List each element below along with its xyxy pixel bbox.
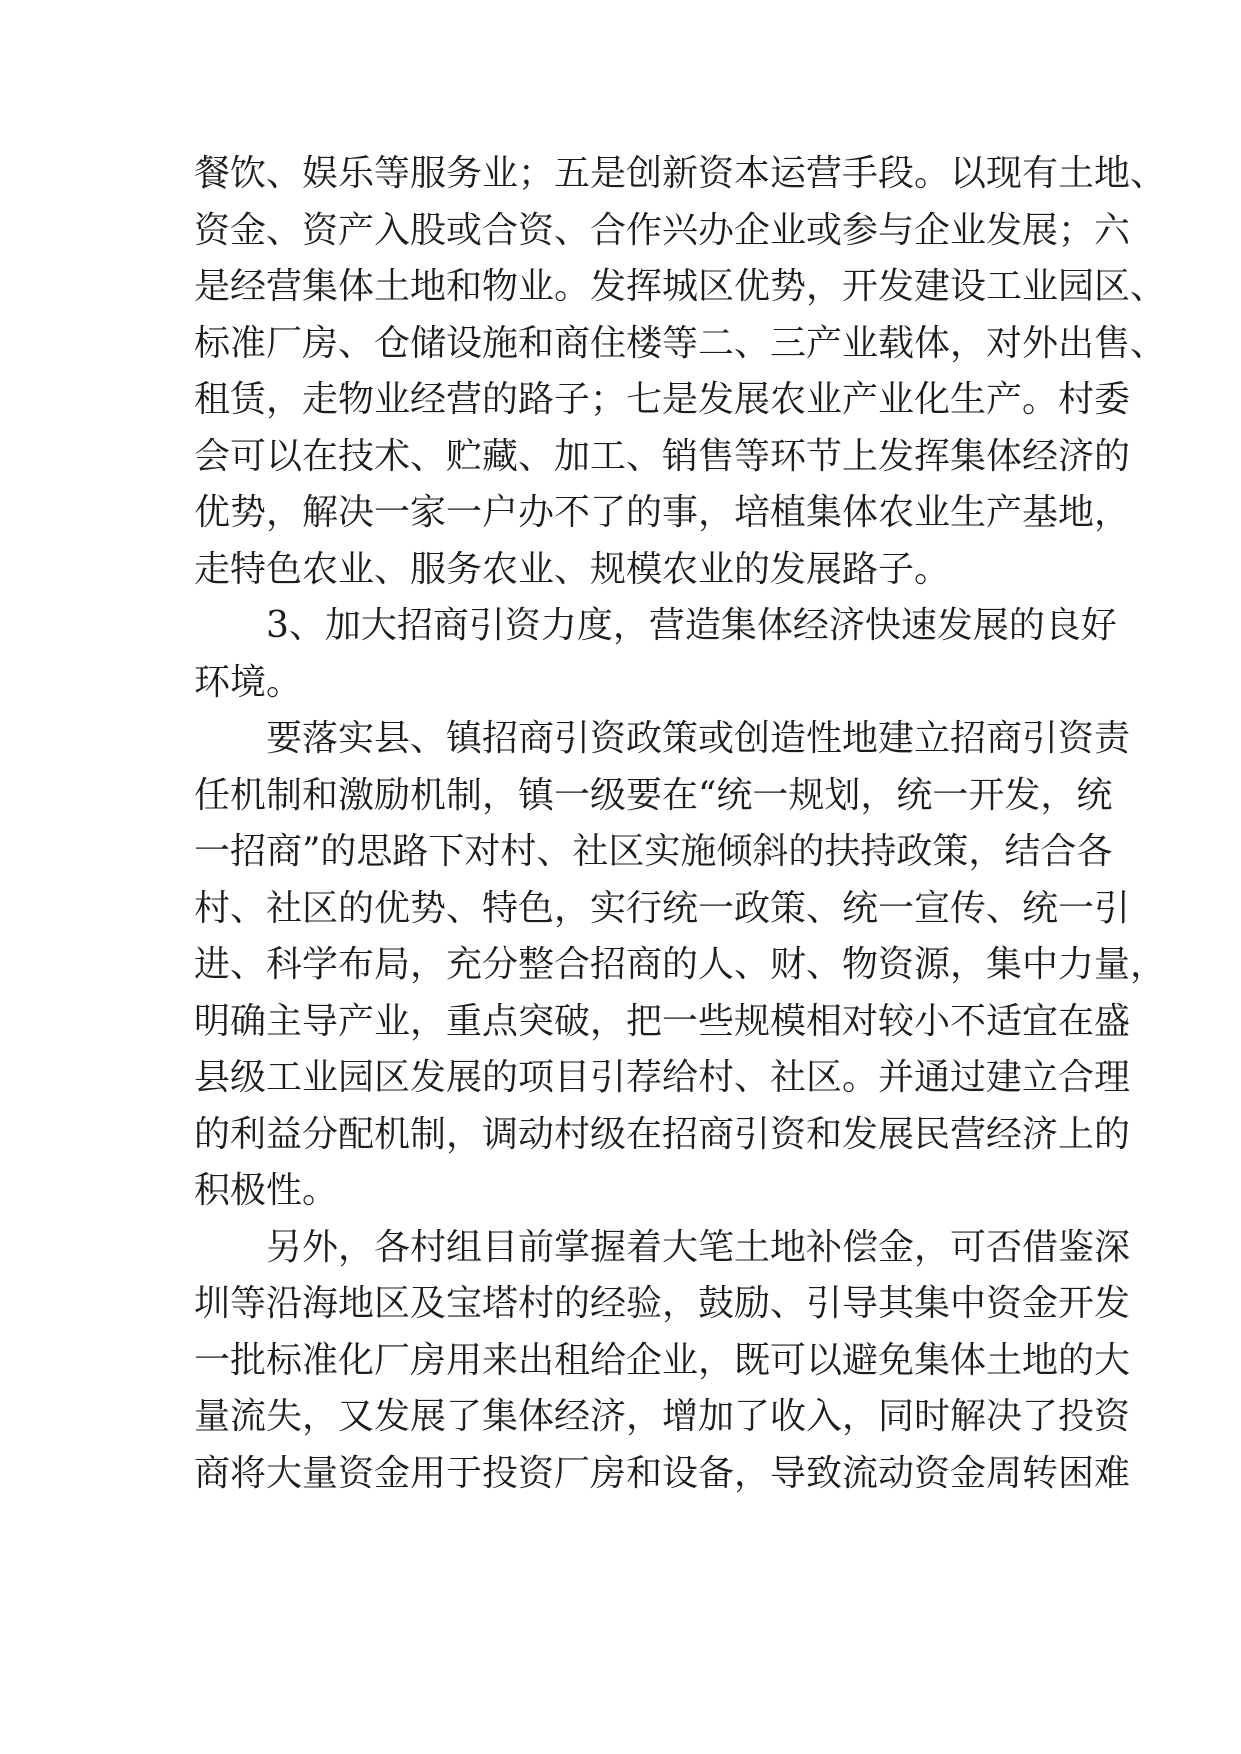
text-line: 会可以在技术、贮藏、加工、销售等环节上发挥集体经济的 xyxy=(194,435,1131,477)
text-line: 标准厂房、仓储设施和商住楼等二、三产业载体，对外出售、 xyxy=(194,322,1167,364)
text-line: 村、社区的优势、特色，实行统一政策、统一宣传、统一引 xyxy=(194,887,1131,929)
text-line: 的利益分配机制，调动村级在招商引资和发展民营经济上的 xyxy=(194,1113,1131,1155)
text-line: 资金、资产入股或合资、合作兴办企业或参与企业发展；六 xyxy=(194,209,1131,251)
text-line: 圳等沿海地区及宝塔村的经验，鼓励、引导其集中资金开发 xyxy=(194,1283,1131,1324)
text-line: 租赁，走物业经营的路子；七是发展农业产业化生产。村委 xyxy=(194,379,1131,420)
heading-line: 3、加大招商引资力度，营造集体经济快速发展的良好 xyxy=(266,605,1117,646)
text-line: 一批标准化厂房用来出租给企业，既可以避免集体土地的大 xyxy=(194,1339,1131,1381)
paragraph-investment-policy xyxy=(194,711,1167,1220)
heading-line: 环境。 xyxy=(194,661,303,703)
text-line: 县级工业园区发展的项目引荐给村、社区。并通过建立合理 xyxy=(194,1057,1131,1098)
text-line: 一招商”的思路下对村、社区实施倾斜的扶持政策，结合各 xyxy=(194,831,1113,872)
text-line: 另外，各村组目前掌握着大笔土地补偿金，可否借鉴深 xyxy=(266,1226,1131,1268)
text-line: 走特色农业、服务农业、规模农业的发展路子。 xyxy=(194,548,951,590)
text-line: 餐饮、娱乐等服务业；五是创新资本运营手段。以现有土地、 xyxy=(194,153,1167,194)
text-line: 量流失，又发展了集体经济，增加了收入，同时解决了投资 xyxy=(194,1396,1131,1437)
section-heading-investment xyxy=(194,598,1117,711)
text-line: 是经营集体土地和物业。发挥城区优势，开发建设工业园区、 xyxy=(194,266,1167,307)
text-line: 要落实县、镇招商引资政策或创造性地建立招商引资责 xyxy=(266,718,1131,759)
text-line: 任机制和激励机制，镇一级要在“统一规划，统一开发，统 xyxy=(194,774,1113,816)
text-line: 积极性。 xyxy=(194,1170,339,1211)
text-line: 优势，解决一家一户办不了的事，培植集体农业生产基地， xyxy=(194,492,1131,533)
text-line: 进、科学布局，充分整合招商的人、财、物资源，集中力量， xyxy=(194,944,1167,985)
paragraph-services-continuation xyxy=(194,146,1167,598)
paragraph-land-compensation xyxy=(194,1220,1131,1503)
text-line: 商将大量资金用于投资厂房和设备，导致流动资金周转困难 xyxy=(194,1452,1131,1494)
document-body xyxy=(194,146,1167,1502)
text-line: 明确主导产业，重点突破，把一些规模相对较小不适宜在盛 xyxy=(194,1000,1131,1042)
